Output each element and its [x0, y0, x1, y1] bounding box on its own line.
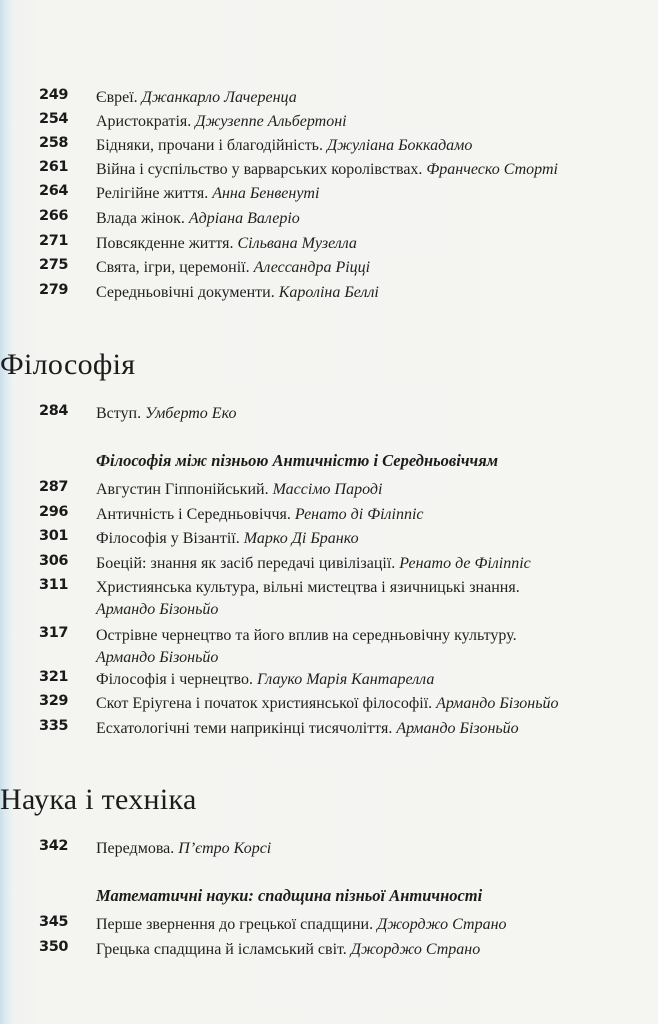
entry-text	[96, 479, 641, 501]
entry-author: Массімо Пароді	[272, 481, 383, 498]
page-number: 284	[39, 403, 69, 419]
entry-text	[96, 625, 641, 669]
entry-text	[96, 135, 641, 157]
entry-text	[96, 282, 641, 304]
entry-title: Релігійне життя.	[96, 185, 213, 202]
entry-text	[96, 403, 641, 425]
entry-title: Середньовічні документи.	[96, 284, 279, 301]
entry-title: Влада жінок.	[96, 210, 189, 227]
entry-text	[96, 233, 641, 255]
section-heading-philosophy: Філософія	[0, 348, 136, 381]
subsection-heading: Філософія між пізньою Античністю і Середньовіччям	[96, 451, 498, 470]
entry-text	[96, 208, 641, 230]
entry-author: Джуліана Боккадамо	[326, 137, 473, 154]
entry-author: Адріана Валеріо	[188, 210, 300, 227]
entry-author: Ренато ді Філіппіс	[294, 506, 424, 523]
entry-text	[96, 183, 641, 205]
page-number: 254	[39, 111, 69, 127]
entry-author: П’єтро Корсі	[178, 840, 272, 857]
page-number: 296	[39, 504, 69, 520]
entry-text	[96, 718, 641, 740]
entry-title: Філософія і чернецтво.	[96, 671, 257, 688]
entry-author: Марко Ді Бранко	[243, 530, 359, 547]
page-number: 249	[39, 87, 69, 103]
entry-author: Армандо Бізоньйо	[436, 695, 559, 712]
entry-title: Скот Еріугена і початок християнської філософії.	[96, 695, 437, 712]
entry-author: Джузеппе Альбертоні	[195, 113, 347, 130]
entry-author: Кароліна Беллі	[278, 284, 379, 301]
page-number: 287	[39, 479, 69, 495]
entry-title: Есхатологічні теми наприкінці тисячоліття.	[96, 720, 397, 737]
page-number: 306	[39, 553, 69, 569]
page-number: 261	[39, 159, 69, 175]
entry-title: Острівне чернецтво та його вплив на середньовічну культуру.	[96, 627, 517, 644]
page-number: 311	[39, 577, 69, 593]
entry-author: Алессандра Ріцці	[253, 259, 371, 276]
entry-title: Вступ.	[96, 405, 146, 422]
entry-author: Глауко Марія Кантарелла	[257, 671, 435, 688]
entry-title: Грецька спадщина й ісламський світ.	[96, 941, 351, 958]
entry-text	[96, 577, 641, 621]
page-number: 329	[39, 693, 69, 709]
entry-title: Свята, ігри, церемонії.	[96, 259, 254, 276]
entry-title: Аристократія.	[96, 113, 196, 130]
page-number: 335	[39, 718, 69, 734]
page-number: 301	[39, 528, 69, 544]
page-number: 275	[39, 257, 69, 273]
entry-text	[96, 838, 641, 860]
entry-text	[96, 553, 641, 575]
subsection-heading: Математичні науки: спадщина пізньої Античності	[96, 886, 483, 905]
entry-title: Філософія у Візантії.	[96, 530, 244, 547]
page-number: 317	[39, 625, 69, 641]
entry-text	[96, 528, 641, 550]
entry-text	[96, 87, 641, 109]
entry-title: Бідняки, прочани і благодійність.	[96, 137, 327, 154]
page-number: 271	[39, 233, 69, 249]
entry-text	[96, 159, 641, 181]
entry-author: Анна Бенвенуті	[212, 185, 320, 202]
page-number: 266	[39, 208, 69, 224]
section-heading-science: Наука і техніка	[0, 783, 197, 816]
entry-text	[96, 693, 641, 715]
entry-author: Армандо Бізоньйо	[96, 601, 219, 618]
entry-title: Боецій: знання як засіб передачі цивілізації.	[96, 555, 400, 572]
entry-text	[96, 504, 641, 526]
entry-text	[96, 111, 641, 133]
entry-title: Передмова.	[96, 840, 179, 857]
page-number: 350	[39, 939, 69, 955]
entry-text	[96, 257, 641, 279]
page-number: 279	[39, 282, 69, 298]
entry-author: Армандо Бізоньйо	[96, 649, 219, 666]
entry-author: Ренато де Філіппіс	[399, 555, 531, 572]
entry-author: Армандо Бізоньйо	[396, 720, 519, 737]
entry-title: Повсякденне життя.	[96, 235, 238, 252]
entry-title: Августин Гіппонійський.	[96, 481, 273, 498]
entry-author: Джорджо Страно	[350, 941, 481, 958]
page-number: 258	[39, 135, 69, 151]
entry-text	[96, 939, 641, 961]
page-number: 345	[39, 914, 69, 930]
page-number: 342	[39, 838, 69, 854]
page-number: 321	[39, 669, 69, 685]
entry-title: Християнська культура, вільні мистецтва і язичницькі знання.	[96, 579, 520, 596]
entry-title: Античність і Середньовіччя.	[96, 506, 295, 523]
entry-author: Сільвана Музелла	[237, 235, 357, 252]
page-number: 264	[39, 183, 69, 199]
entry-author: Умберто Еко	[145, 405, 237, 422]
entry-title: Війна і суспільство у варварських королівствах.	[96, 161, 427, 178]
entry-author: Джорджо Страно	[377, 916, 507, 933]
entry-title: Євреї.	[96, 89, 142, 106]
entry-title: Перше звернення до грецької спадщини.	[96, 916, 378, 933]
entry-author: Джанкарло Лачеренца	[141, 89, 297, 106]
entry-author: Франческо Сторті	[426, 161, 558, 178]
entry-text	[96, 669, 641, 691]
entry-text	[96, 914, 641, 936]
